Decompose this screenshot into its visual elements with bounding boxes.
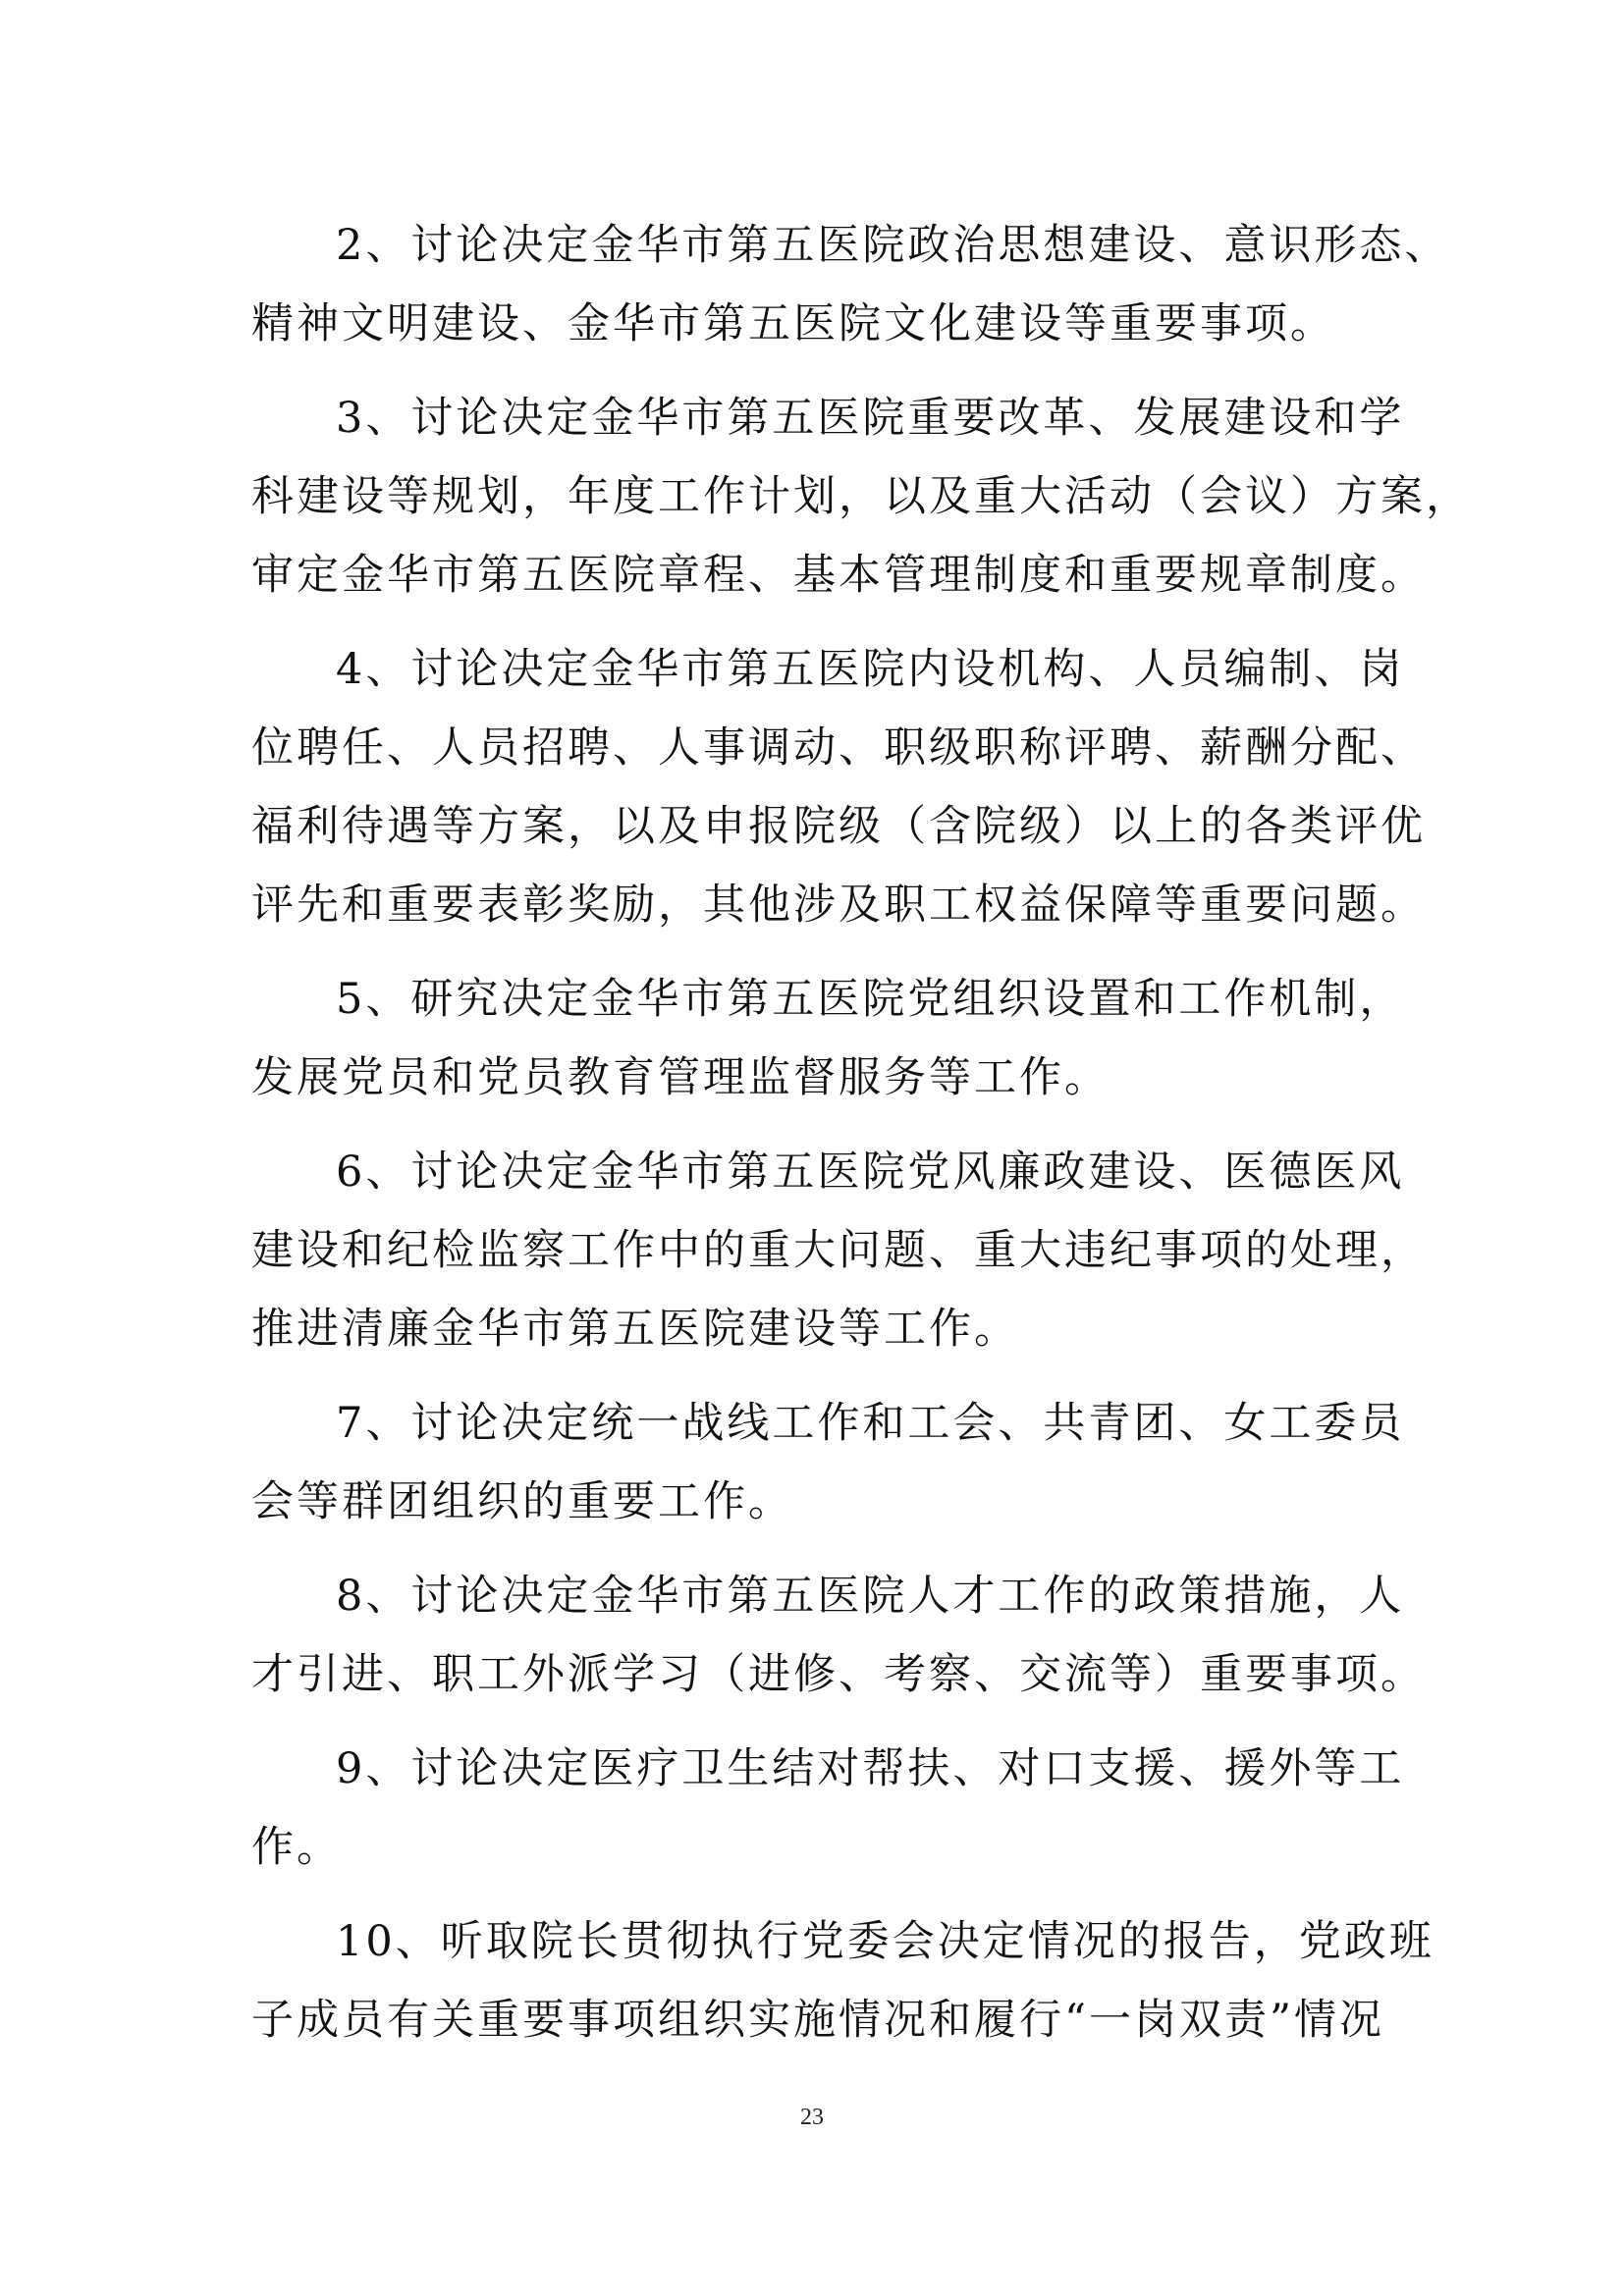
page-number: 23 [800, 2105, 824, 2130]
paragraph-line: 审定金华市第五医院章程、基本管理制度和重要规章制度。 [251, 551, 1426, 600]
paragraph-line: 3、讨论决定金华市第五医院重要改革、发展建设和学 [336, 394, 1405, 443]
paragraph-line: 推进清廉金华市第五医院建设等工作。 [251, 1305, 1019, 1354]
paragraph-line: 8、讨论决定金华市第五医院人才工作的政策措施，人 [336, 1572, 1405, 1621]
paragraph-line: 2、讨论决定金华市第五医院政治思想建设、意识形态、 [336, 221, 1450, 270]
paragraph-item-2 [251, 206, 1450, 363]
paragraph-line: 科建设等规划，年度工作计划，以及重大活动（会议）方案， [251, 472, 1471, 521]
paragraph-line: 福利待遇等方案，以及申报院级（含院级）以上的各类评优 [251, 802, 1426, 851]
paragraph-line: 10、听取院长贯彻执行党委会决定情况的报告，党政班 [336, 1917, 1435, 1966]
paragraph-item-6 [251, 1133, 1426, 1368]
paragraph-item-9 [251, 1730, 1405, 1887]
paragraph-line: 9、讨论决定医疗卫生结对帮扶、对口支援、援外等工 [336, 1744, 1405, 1793]
paragraph-item-4 [251, 630, 1426, 944]
paragraph-line: 才引进、职工外派学习（进修、考察、交流等）重要事项。 [251, 1650, 1426, 1699]
paragraph-line: 子成员有关重要事项组织实施情况和履行“一岗双责”情况 [251, 1996, 1384, 2045]
paragraph-line: 作。 [251, 1823, 342, 1872]
paragraph-item-5 [251, 960, 1405, 1117]
paragraph-line: 评先和重要表彰奖励，其他涉及职工权益保障等重要问题。 [251, 881, 1426, 930]
paragraph-line: 会等群团组织的重要工作。 [251, 1477, 793, 1526]
paragraph-line: 4、讨论决定金华市第五医院内设机构、人员编制、岗 [336, 645, 1405, 694]
paragraph-line: 位聘任、人员招聘、人事调动、职级职称评聘、薪酬分配、 [251, 723, 1426, 773]
paragraph-line: 5、研究决定金华市第五医院党组织设置和工作机制， [336, 975, 1405, 1024]
paragraph-line: 发展党员和党员教育管理监督服务等工作。 [251, 1053, 1110, 1102]
paragraph-line: 精神文明建设、金华市第五医院文化建设等重要事项。 [251, 299, 1335, 348]
paragraph-line: 7、讨论决定统一战线工作和工会、共青团、女工委员 [336, 1399, 1405, 1448]
paragraph-item-7 [251, 1384, 1405, 1541]
paragraph-item-8 [251, 1557, 1426, 1714]
paragraph-item-10 [251, 1902, 1435, 2059]
paragraph-line: 建设和纪检监察工作中的重大问题、重大违纪事项的处理， [251, 1226, 1426, 1275]
paragraph-line: 6、讨论决定金华市第五医院党风廉政建设、医德医风 [336, 1148, 1405, 1197]
paragraph-item-3 [251, 379, 1471, 614]
document-body [251, 206, 1471, 2075]
